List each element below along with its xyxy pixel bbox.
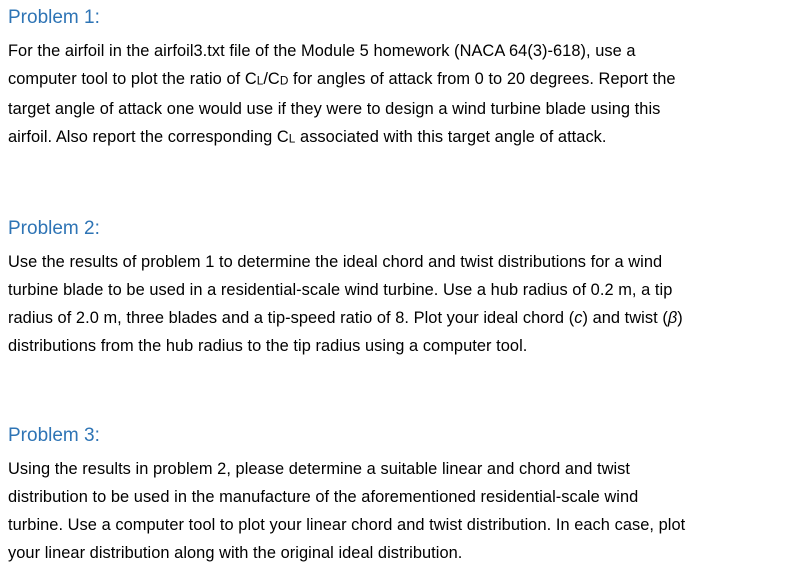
- problem-1-line-4: [8, 123, 793, 153]
- problem-1-body: [8, 37, 793, 152]
- text-segment: ): [677, 309, 683, 327]
- text-segment: computer tool to plot the ratio of C: [8, 70, 257, 88]
- problem-3-line-2: distribution to be used in the manufacture of the aforementioned residential-scale wind: [8, 488, 639, 506]
- text-segment: airfoil. Also report the corresponding C: [8, 127, 289, 146]
- problem-2-line-2: turbine blade to be used in a residential-scale wind turbine. Use a hub radius of 0.2 m, a tip: [8, 281, 673, 299]
- problem-2-line-4: distributions from the hub radius to the tip radius using a computer tool.: [8, 337, 528, 355]
- problem-3-line-4: your linear distribution along with the original ideal distribution.: [8, 544, 463, 562]
- problem-2-heading: Problem 2:: [8, 218, 100, 239]
- twist-symbol: β: [667, 309, 678, 327]
- problem-2-section: [8, 218, 793, 360]
- text-segment: associated with this target angle of attack.: [295, 127, 607, 146]
- text-segment: for angles of attack from 0 to 20 degrees. Report the: [288, 70, 676, 88]
- problem-1-line-1: For the airfoil in the airfoil3.txt file of the Module 5 homework (NACA 64(3)-618), use a: [8, 42, 636, 60]
- chord-symbol: c: [574, 309, 583, 327]
- subscript: L: [256, 73, 264, 88]
- subscript: D: [279, 73, 289, 88]
- text-segment: radius of 2.0 m, three blades and a tip-speed ratio of 8. Plot your ideal chord (: [8, 309, 575, 327]
- text-segment: /C: [263, 70, 280, 88]
- problem-2-body: [8, 248, 793, 360]
- problem-1-line-2: [8, 65, 793, 95]
- problem-3-heading: Problem 3:: [8, 425, 100, 446]
- problem-3-line-3: turbine. Use a computer tool to plot your linear chord and twist distribution. In each case, plot: [8, 516, 686, 534]
- subscript: L: [288, 131, 296, 146]
- problem-2-line-1: Use the results of problem 1 to determine the ideal chord and twist distributions for a wind: [8, 253, 663, 271]
- problem-3-section: [8, 425, 793, 567]
- problem-3-body: [8, 455, 793, 567]
- problem-3-line-1: Using the results in problem 2, please determine a suitable linear and chord and twist: [8, 460, 631, 478]
- problem-2-line-3: [8, 304, 793, 332]
- problem-1-line-3: target angle of attack one would use if they were to design a wind turbine blade using this: [8, 99, 661, 118]
- problem-1-section: [8, 7, 793, 152]
- problem-1-heading: Problem 1:: [8, 7, 100, 28]
- text-segment: ) and twist (: [582, 309, 668, 327]
